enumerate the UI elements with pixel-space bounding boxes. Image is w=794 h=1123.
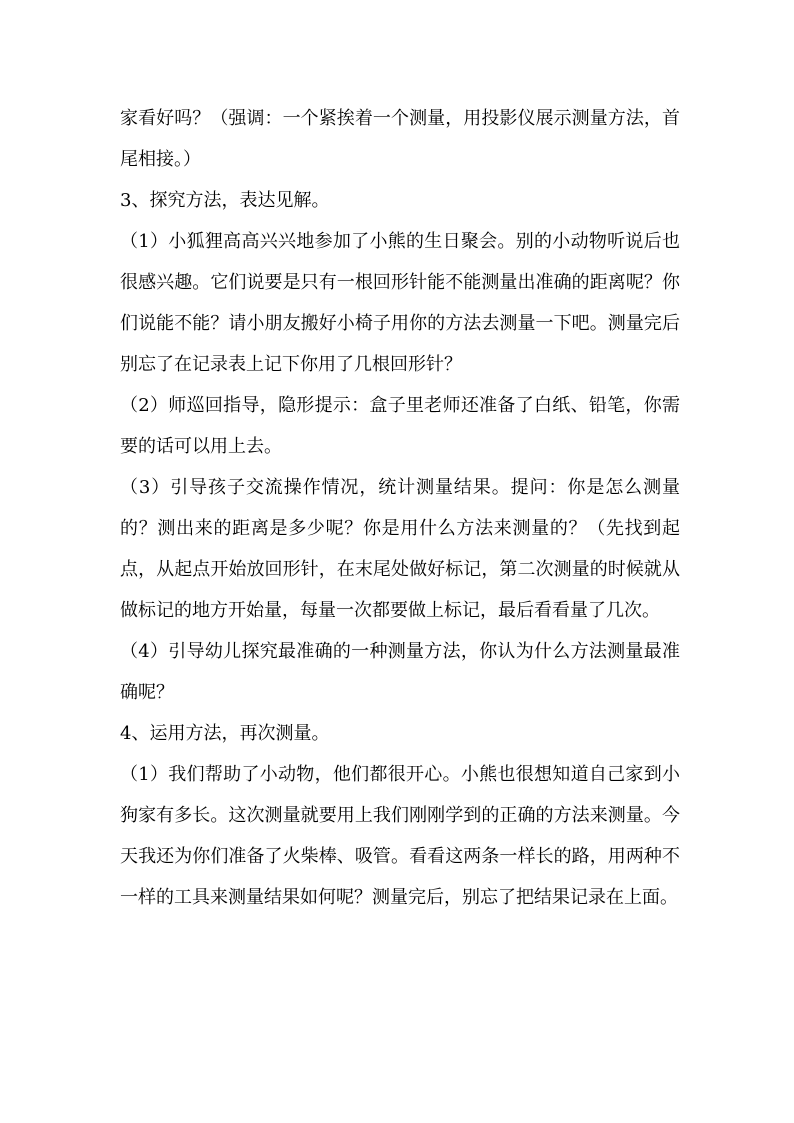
- paragraph-step-3: （3）引导孩子交流操作情况，统计测量结果。提问：你是怎么测量的？测出来的距离是多少呢？你是用什么方法来测量的？（先找到起点，从起点开始放回形针，在末尾处做好标记，第二次测量的时候就从做标记的地方开始量，每量一次都要做上标记，最后看看量了几次。: [120, 477, 680, 621]
- paragraph-continuation: 家看好吗？（强调：一个紧挨着一个测量，用投影仪展示测量方法，首尾相接。）: [120, 108, 680, 170]
- paragraph-step-4-1: （1）我们帮助了小动物，他们都很开心。小熊也很想知道自己家到小狗家有多长。这次测量就要用上我们刚刚学到的正确的方法来测量。今天我还为你们准备了火柴棒、吸管。看看这两条一样长的路，用两种不一样的工具来测量结果如何呢？测量完后，别忘了把结果记录在上面。: [120, 764, 680, 908]
- section-heading-4: 4、运用方法，再次测量。: [120, 723, 330, 744]
- section-heading-3: 3、探究方法，表达见解。: [120, 190, 330, 211]
- document-body: [120, 98, 680, 918]
- paragraph-step-1: （1）小狐狸高高兴兴地参加了小熊的生日聚会。别的小动物听说后也很感兴趣。它们说要是只有一根回形针能不能测量出准确的距离呢？你们说能不能？请小朋友搬好小椅子用你的方法去测量一下吧。测量完后别忘了在记录表上记下你用了几根回形针？: [120, 231, 680, 375]
- paragraph-step-2: （2）师巡回指导，隐形提示：盒子里老师还准备了白纸、铅笔，你需要的话可以用上去。: [120, 395, 680, 457]
- paragraph-step-4: （4）引导幼儿探究最准确的一种测量方法，你认为什么方法测量最准确呢？: [120, 641, 680, 703]
